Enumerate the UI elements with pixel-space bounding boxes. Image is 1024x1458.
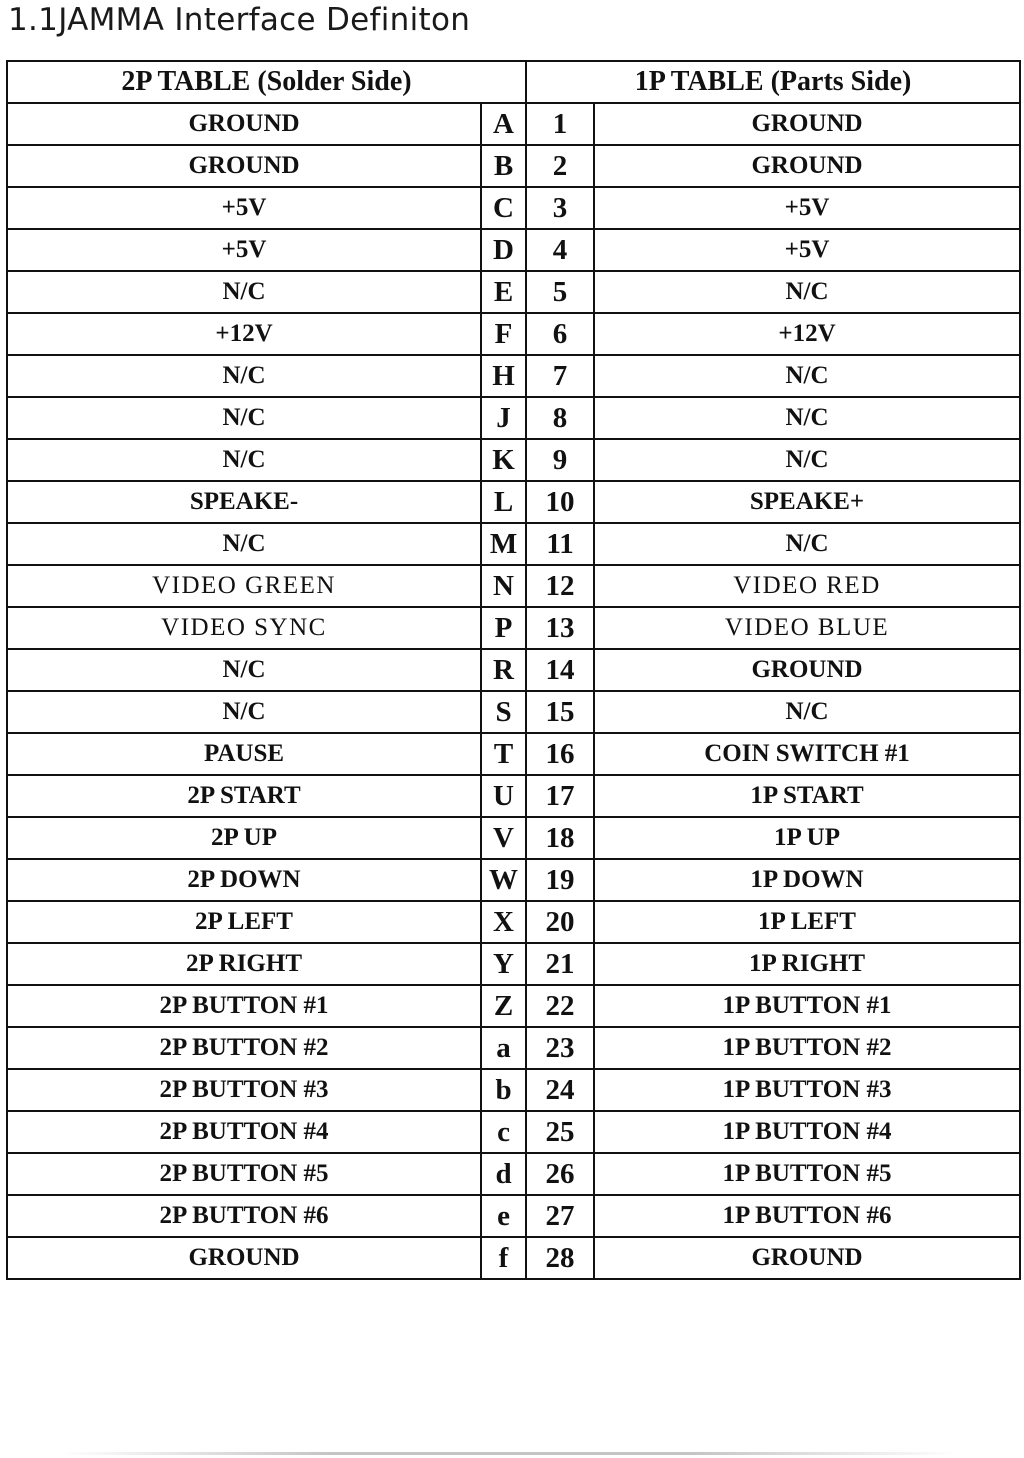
pin-number: 23 [526,1027,594,1069]
parts-side-signal: +12V [594,313,1020,355]
pin-letter: d [481,1153,526,1195]
table-row [7,649,1020,691]
pin-number: 16 [526,733,594,775]
pin-number: 21 [526,943,594,985]
solder-side-signal: GROUND [7,1237,481,1279]
parts-side-signal: N/C [594,355,1020,397]
parts-side-signal: GROUND [594,1237,1020,1279]
pin-number: 6 [526,313,594,355]
table-row [7,397,1020,439]
table-row [7,439,1020,481]
pin-letter: f [481,1237,526,1279]
parts-side-signal: 1P UP [594,817,1020,859]
solder-side-signal: +5V [7,187,481,229]
solder-side-signal: PAUSE [7,733,481,775]
parts-side-signal: 1P BUTTON #3 [594,1069,1020,1111]
table-row [7,481,1020,523]
page-bottom-rule [60,1452,960,1455]
table-row [7,775,1020,817]
pin-number: 11 [526,523,594,565]
solder-side-signal: 2P BUTTON #4 [7,1111,481,1153]
pin-number: 2 [526,145,594,187]
parts-side-signal: N/C [594,523,1020,565]
pin-letter: U [481,775,526,817]
pin-letter: J [481,397,526,439]
solder-side-signal: 2P BUTTON #3 [7,1069,481,1111]
solder-side-signal: 2P START [7,775,481,817]
solder-side-signal: N/C [7,397,481,439]
pin-letter: N [481,565,526,607]
pin-number: 25 [526,1111,594,1153]
parts-side-signal: 1P LEFT [594,901,1020,943]
parts-side-signal: GROUND [594,103,1020,145]
document-title: 1.1JAMMA Interface Definiton [8,2,471,38]
jamma-pinout-table [6,60,1021,1280]
pin-letter: b [481,1069,526,1111]
solder-side-signal: GROUND [7,103,481,145]
solder-side-signal: +5V [7,229,481,271]
solder-side-signal: GROUND [7,145,481,187]
solder-side-signal: VIDEO SYNC [7,607,481,649]
table-row [7,523,1020,565]
solder-side-signal: N/C [7,355,481,397]
table-row [7,1027,1020,1069]
pin-letter: e [481,1195,526,1237]
table-row [7,271,1020,313]
table-row [7,229,1020,271]
pin-letter: L [481,481,526,523]
header-parts-side: 1P TABLE (Parts Side) [526,61,1020,103]
pin-number: 5 [526,271,594,313]
table-row [7,943,1020,985]
parts-side-signal: VIDEO BLUE [594,607,1020,649]
pin-letter: V [481,817,526,859]
table-row [7,859,1020,901]
pin-letter: M [481,523,526,565]
pin-number: 27 [526,1195,594,1237]
solder-side-signal: N/C [7,691,481,733]
pin-number: 22 [526,985,594,1027]
pin-number: 1 [526,103,594,145]
parts-side-signal: 1P RIGHT [594,943,1020,985]
parts-side-signal: N/C [594,397,1020,439]
pin-number: 10 [526,481,594,523]
pin-rows [7,103,1020,1279]
pin-number: 18 [526,817,594,859]
solder-side-signal: 2P DOWN [7,859,481,901]
pin-number: 24 [526,1069,594,1111]
pin-letter: c [481,1111,526,1153]
pin-letter: A [481,103,526,145]
pin-letter: E [481,271,526,313]
pin-letter: C [481,187,526,229]
parts-side-signal: VIDEO RED [594,565,1020,607]
parts-side-signal: COIN SWITCH #1 [594,733,1020,775]
parts-side-signal: SPEAKE+ [594,481,1020,523]
pin-letter: H [481,355,526,397]
pin-number: 8 [526,397,594,439]
solder-side-signal: 2P BUTTON #1 [7,985,481,1027]
solder-side-signal: N/C [7,271,481,313]
solder-side-signal: 2P BUTTON #6 [7,1195,481,1237]
solder-side-signal: N/C [7,439,481,481]
solder-side-signal: N/C [7,523,481,565]
pin-number: 19 [526,859,594,901]
table-row [7,1069,1020,1111]
pin-letter: B [481,145,526,187]
pin-letter: T [481,733,526,775]
pin-number: 17 [526,775,594,817]
pin-number: 12 [526,565,594,607]
table-row [7,607,1020,649]
parts-side-signal: 1P BUTTON #5 [594,1153,1020,1195]
pin-letter: D [481,229,526,271]
pin-number: 14 [526,649,594,691]
solder-side-signal: 2P LEFT [7,901,481,943]
table-row [7,355,1020,397]
table-row [7,313,1020,355]
parts-side-signal: GROUND [594,145,1020,187]
pin-number: 13 [526,607,594,649]
pin-number: 26 [526,1153,594,1195]
parts-side-signal: N/C [594,271,1020,313]
pin-letter: Z [481,985,526,1027]
solder-side-signal: SPEAKE- [7,481,481,523]
table-row [7,733,1020,775]
table-header-row [7,61,1020,103]
pin-letter: Y [481,943,526,985]
pin-number: 15 [526,691,594,733]
parts-side-signal: 1P BUTTON #4 [594,1111,1020,1153]
solder-side-signal: 2P RIGHT [7,943,481,985]
table-row [7,901,1020,943]
parts-side-signal: 1P BUTTON #6 [594,1195,1020,1237]
pin-number: 4 [526,229,594,271]
parts-side-signal: N/C [594,691,1020,733]
table-row [7,1111,1020,1153]
pin-letter: K [481,439,526,481]
table-row [7,985,1020,1027]
table-row [7,565,1020,607]
table-row [7,1195,1020,1237]
table-row [7,103,1020,145]
parts-side-signal: GROUND [594,649,1020,691]
table-row [7,1237,1020,1279]
parts-side-signal: +5V [594,187,1020,229]
parts-side-signal: +5V [594,229,1020,271]
pin-letter: S [481,691,526,733]
pin-letter: F [481,313,526,355]
pin-number: 9 [526,439,594,481]
pin-number: 20 [526,901,594,943]
solder-side-signal: 2P BUTTON #5 [7,1153,481,1195]
table-row [7,817,1020,859]
pin-letter: R [481,649,526,691]
header-solder-side: 2P TABLE (Solder Side) [7,61,526,103]
solder-side-signal: 2P BUTTON #2 [7,1027,481,1069]
parts-side-signal: 1P BUTTON #2 [594,1027,1020,1069]
pin-number: 3 [526,187,594,229]
parts-side-signal: N/C [594,439,1020,481]
solder-side-signal: 2P UP [7,817,481,859]
pin-letter: X [481,901,526,943]
pin-number: 7 [526,355,594,397]
pin-letter: W [481,859,526,901]
parts-side-signal: 1P DOWN [594,859,1020,901]
pin-letter: a [481,1027,526,1069]
pin-number: 28 [526,1237,594,1279]
pin-letter: P [481,607,526,649]
table-row [7,145,1020,187]
table-row [7,1153,1020,1195]
parts-side-signal: 1P BUTTON #1 [594,985,1020,1027]
parts-side-signal: 1P START [594,775,1020,817]
solder-side-signal: +12V [7,313,481,355]
table-row [7,187,1020,229]
solder-side-signal: N/C [7,649,481,691]
solder-side-signal: VIDEO GREEN [7,565,481,607]
table-row [7,691,1020,733]
